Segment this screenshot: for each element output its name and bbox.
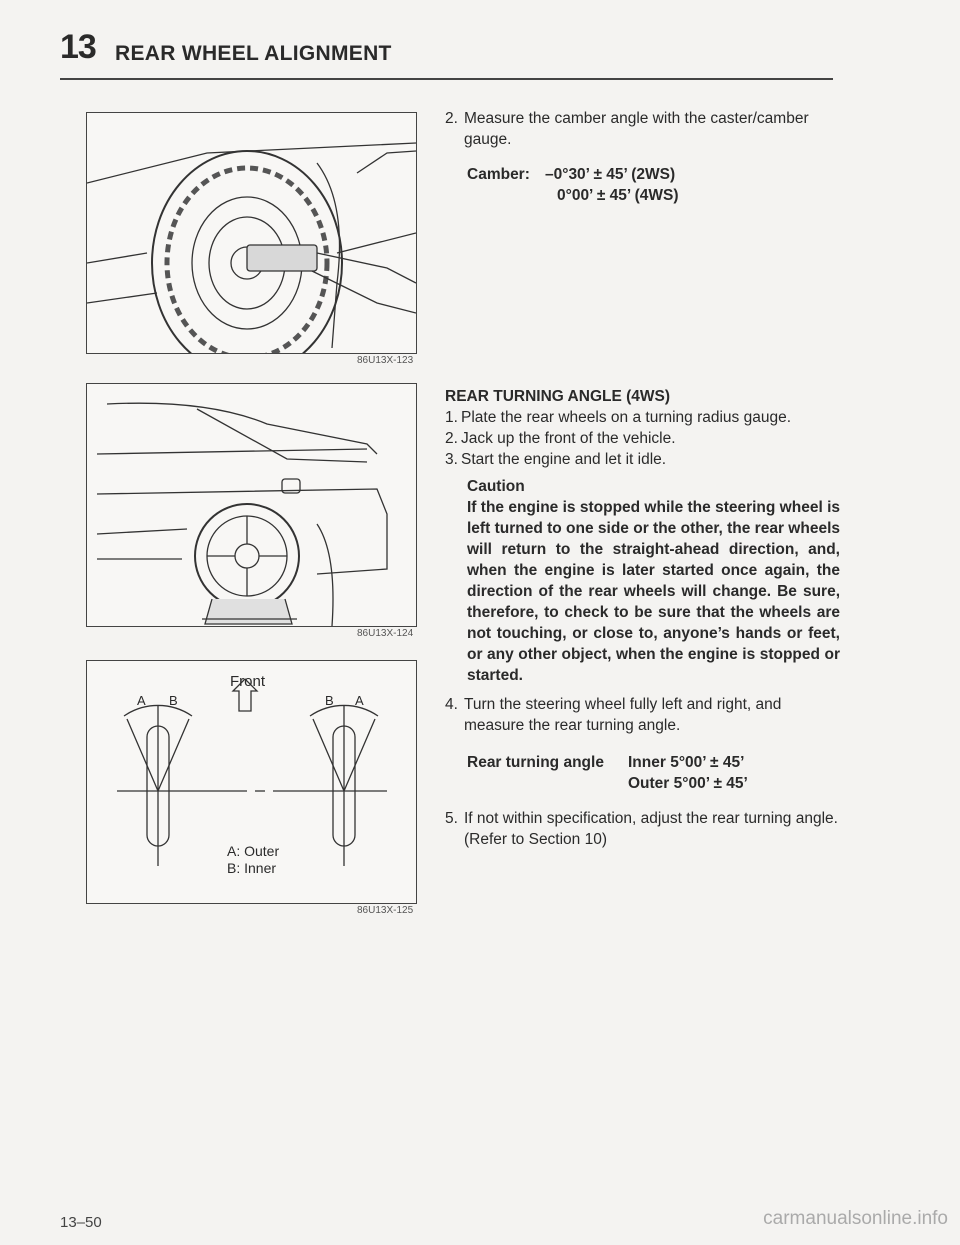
rear-step-2	[445, 428, 840, 449]
legend-outer: A: Outer	[227, 843, 280, 859]
turning-spec-label: Rear turning angle	[467, 754, 604, 771]
step-text: Measure the camber angle with the caster/camber gauge.	[464, 110, 809, 148]
page-header	[60, 28, 833, 80]
turning-spec-outer: Outer 5°00’ ± 45’	[628, 775, 748, 792]
label-left-a: A	[137, 693, 146, 708]
legend-inner: B: Inner	[227, 860, 277, 876]
label-right-a: A	[355, 693, 364, 708]
caution-text: If the engine is stopped while the steering wheel is left turned to one side or the other, the rear wheels will return to the straight-ahead direction, and, when the engine is later started once again, the direction of the rear wheels will change. Be sure, therefore, to check to be sure that the wheels are not touching, or close to, anyone’s hands or feet, or any other object, when the engine is stopped or started.	[467, 499, 840, 684]
label-left-b: B	[169, 693, 178, 708]
camber-spec-label: Camber:	[467, 166, 530, 183]
rear-step-4	[445, 694, 840, 736]
figure-turning-gauge	[86, 383, 417, 627]
chapter-number: 13	[60, 28, 96, 66]
camber-spec-4ws: 0°00’ ± 45’ (4WS)	[557, 187, 679, 204]
step-number: 5.	[445, 810, 458, 827]
step-number: 2.	[445, 430, 458, 447]
step-text: Plate the rear wheels on a turning radius gauge.	[461, 409, 792, 426]
front-label: Front	[230, 673, 266, 690]
rear-step-1	[445, 407, 840, 428]
figure-angle-diagram	[86, 660, 417, 904]
camber-step	[445, 108, 840, 150]
step-number: 3.	[445, 451, 458, 468]
step-number: 2.	[445, 110, 458, 127]
step-number: 1.	[445, 409, 458, 426]
camber-spec-2ws: –0°30’ ± 45’ (2WS)	[545, 166, 676, 183]
figure-code-124: 86U13X-124	[357, 628, 414, 639]
step-number: 4.	[445, 696, 458, 713]
turning-gauge-illustration	[87, 384, 416, 626]
caution-title: Caution	[467, 478, 525, 495]
watermark: carmanualsonline.info	[763, 1208, 948, 1229]
rear-step-3	[445, 449, 840, 470]
rear-step-5	[445, 808, 840, 850]
label-right-b: B	[325, 693, 334, 708]
turning-spec-inner: Inner 5°00’ ± 45’	[628, 754, 745, 771]
figure-code-123: 86U13X-123	[357, 355, 414, 366]
section-heading: REAR TURNING ANGLE (4WS)	[445, 388, 671, 405]
step-text: Turn the steering wheel fully left and right, and measure the rear turning angle.	[464, 696, 782, 734]
step-text: If not within specification, adjust the rear turning angle. (Refer to Section 10)	[464, 810, 838, 848]
camber-gauge-illustration	[87, 113, 416, 353]
chapter-title: REAR WHEEL ALIGNMENT	[115, 42, 392, 65]
step-text: Start the engine and let it idle.	[461, 451, 667, 468]
page-number: 13–50	[60, 1214, 102, 1231]
text-column	[445, 108, 840, 1108]
figure-camber-gauge	[86, 112, 417, 354]
step-text: Jack up the front of the vehicle.	[461, 430, 676, 447]
figure-code-125: 86U13X-125	[357, 905, 414, 916]
